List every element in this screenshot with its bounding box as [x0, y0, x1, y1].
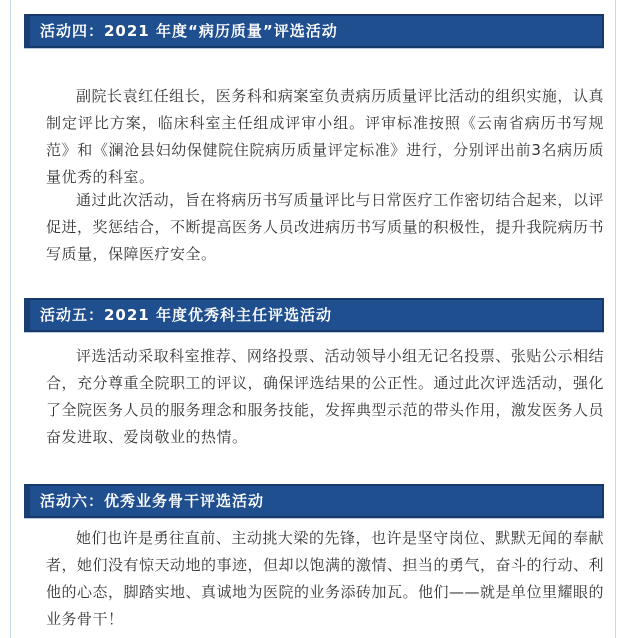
section-title: 活动六：优秀业务骨干评选活动 — [40, 492, 265, 510]
section-title: 活动五：2021 年度优秀科主任评选活动 — [40, 306, 332, 324]
paragraph: 她们也许是勇往直前、主动挑大梁的先锋，也许是坚守岗位、默默无闻的奉献者，她们没有惊天动地的事迹，但却以饱满的激情、担当的勇气，奋斗的行动、利他的心态，脚踏实地、真诚地为医院的业务添砖加瓦。他们——就是单位里耀眼的业务骨干！ — [46, 529, 605, 628]
paragraph: 评选活动采取科室推荐、网络投票、活动领导小组无记名投票、张贴公示相结合，充分尊重全院职工的评议，确保评选结果的公正性。通过此次评选活动，强化了全院医务人员的服务理念和服务技能，发挥典型示范的带头作用，激发医务人员奋发进取、爱岗敬业的热情。 — [46, 347, 605, 446]
paragraph: 通过此次活动，旨在将病历书写质量评比与日常医疗工作密切结合起来，以评促进，奖惩结合，不断提高医务人员改进病历书写质量的积极性，提升我院病历书写质量，保障医疗安全。 — [46, 191, 605, 263]
section-header-activity-5 — [24, 298, 604, 332]
section-header-activity-6 — [24, 484, 604, 518]
section-header-activity-4 — [24, 14, 604, 48]
section-title: 活动四：2021 年度“病历质量”评选活动 — [40, 22, 338, 40]
paragraph: 副院长袁红任组长，医务科和病案室负责病历质量评比活动的组织实施，认真制定评比方案，临床科室主任组成评审小组。评审标准按照《云南省病历书写规范》和《澜沧县妇幼保健院住院病历质量评定标准》进行，分别评出前3名病历质量优秀的科室。 — [46, 87, 604, 186]
